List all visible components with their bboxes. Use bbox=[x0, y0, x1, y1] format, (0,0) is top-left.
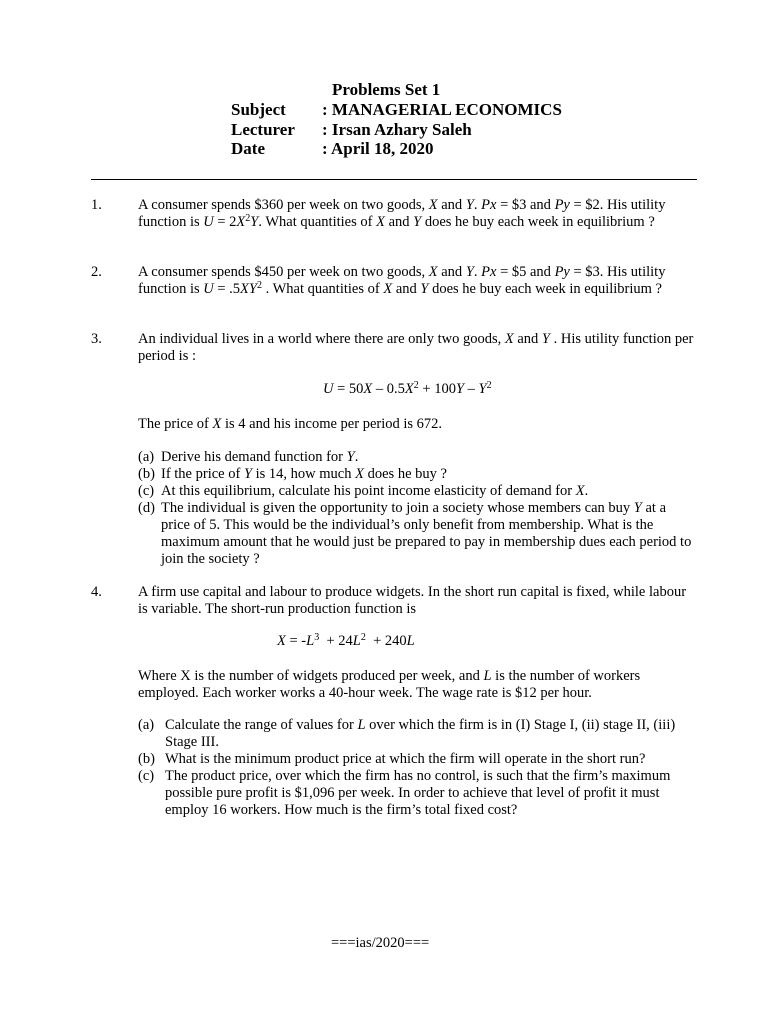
footer-signature: ===ias/2020=== bbox=[331, 935, 430, 951]
part-label: (c) bbox=[138, 483, 155, 499]
header-value: : Irsan Azhary Saleh bbox=[322, 120, 472, 139]
problem-3-price-text: The price of X is 4 and his income per period is 672. bbox=[138, 416, 443, 432]
header-value: : April 18, 2020 bbox=[322, 139, 434, 158]
document-title: Problems Set 1 bbox=[332, 80, 441, 99]
part-label: (b) bbox=[138, 751, 155, 767]
part-label: (c) bbox=[138, 768, 155, 784]
part-text: Calculate the range of values for L over which the firm is in (I) Stage I, (ii) stage II, (iii) Stage III. bbox=[165, 717, 676, 750]
problem-4-intro: A firm use capital and labour to produce widgets. In the short run capital is fixed, while labour is variable. The short-run production function is bbox=[138, 584, 687, 617]
part-text: At this equilibrium, calculate his point income elasticity of demand for X. bbox=[161, 483, 589, 499]
problem-number: 1. bbox=[91, 197, 102, 213]
header-label: Subject bbox=[231, 100, 286, 119]
problem-number: 4. bbox=[91, 584, 102, 600]
utility-equation: $U = 50X - 0.5X^2 + 100Y - Y^2$ bbox=[323, 380, 492, 397]
problem-number: 3. bbox=[91, 331, 102, 347]
part-text: The individual is given the opportunity to join a society whose members can buy Y at a price of 5. This would be the individual’s only benefit from membership. What is the maximum amount that he would just be prepared to pay in membership dues each period to join the society ? bbox=[161, 500, 692, 567]
production-equation: $X = -L^3 + 24L^2 + 240L$ bbox=[277, 632, 415, 649]
header-value: : MANAGERIAL ECONOMICS bbox=[322, 100, 562, 119]
part-label: (a) bbox=[138, 717, 155, 733]
part-text: The product price, over which the firm has no control, is such that the firm’s maximum possible pure profit is $1,096 per week. In order to achieve that level of profit it must employ 16 workers. How much is the firm’s total fixed cost? bbox=[165, 768, 671, 818]
problem-3-intro: An individual lives in a world where there are only two goods, X and Y . His utility function per period is : bbox=[138, 331, 694, 364]
header-divider bbox=[91, 179, 697, 180]
problem-2-text: A consumer spends $450 per week on two goods, X and Y. Px = $5 and Py = $3. His utility function is $U = .5XY^2$ . What quantities of X and Y does he buy each week in equilibrium ? bbox=[138, 264, 666, 297]
problem-number: 2. bbox=[91, 264, 102, 280]
part-text: Derive his demand function for Y. bbox=[161, 449, 359, 465]
header-label: Date bbox=[231, 139, 265, 158]
problem-1-text: A consumer spends $360 per week on two goods, X and Y. Px = $3 and Py = $2. His utility function is $U = 2X^2Y$. What quantities of X and Y does he buy each week in equilibrium ? bbox=[138, 197, 666, 230]
part-text: If the price of Y is 14, how much X does he buy ? bbox=[161, 466, 447, 482]
part-label: (b) bbox=[138, 466, 155, 482]
part-label: (a) bbox=[138, 449, 155, 465]
part-label: (d) bbox=[138, 500, 155, 516]
problem-4-wage-text: Where X is the number of widgets produced per week, and L is the number of workers employed. Each worker works a 40-hour week. The wage rate is $12 per hour. bbox=[138, 668, 641, 701]
part-text: What is the minimum product price at which the firm will operate in the short run? bbox=[165, 751, 646, 767]
header-label: Lecturer bbox=[231, 120, 295, 139]
